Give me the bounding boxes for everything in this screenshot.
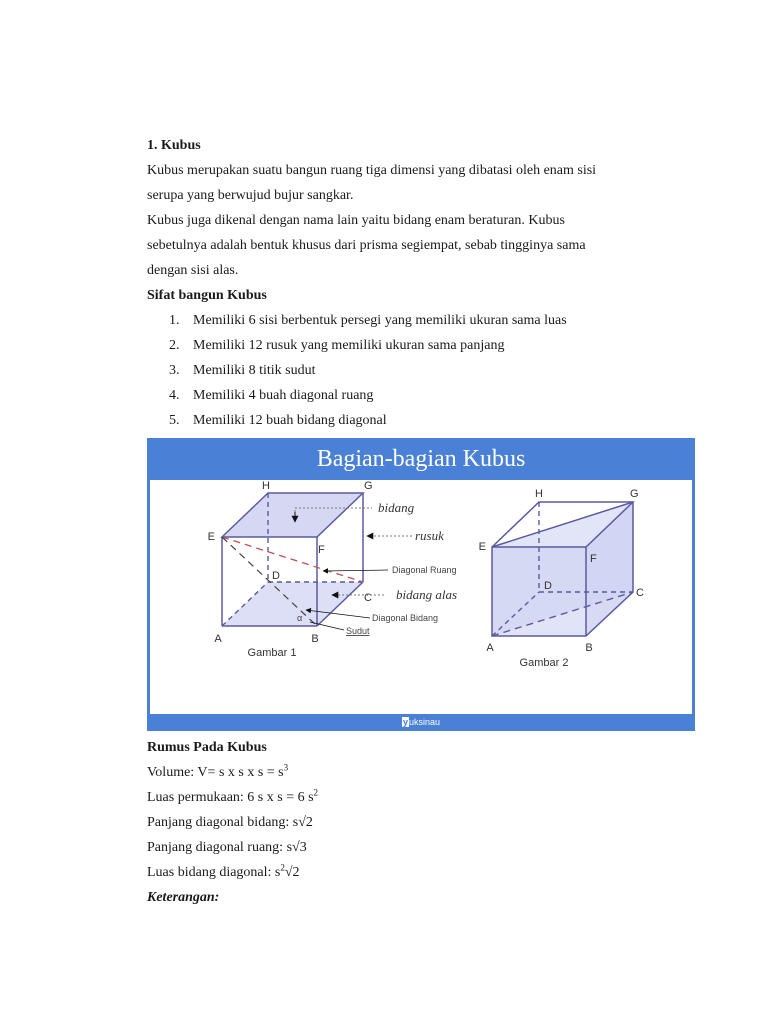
vertex-c: C [636,587,644,599]
label-bidang-alas: bidang alas [396,587,458,602]
list-text: Memiliki 8 titik sudut [193,363,316,378]
formulas-section [147,735,667,910]
list-number: 2. [169,338,180,353]
document-page [147,133,667,433]
formula-face-diagonal: Panjang diagonal bidang: s√2 [147,815,313,830]
section-heading: 1. Kubus [147,138,201,153]
figure-title: Bagian-bagian Kubus [316,446,526,472]
label-bidang: bidang [378,500,415,515]
properties-list [147,308,667,433]
vertex-g: G [630,488,639,500]
label-diagonal-bidang: Diagonal Bidang [372,613,439,623]
list-item [147,383,667,408]
formula-surface-area [147,785,667,810]
angle-alpha: α [297,613,303,623]
keterangan-heading: Keterangan: [147,890,220,905]
list-text: Memiliki 12 buah bidang diagonal [193,413,387,428]
list-number: 5. [169,413,180,428]
formula-exponent: 2 [280,862,285,873]
gambar2-caption: Gambar 2 [519,657,569,669]
paragraph-line: Kubus juga dikenal dengan nama lain yaitu bidang enam beraturan. Kubus [147,213,565,228]
vertex-b: B [311,633,319,645]
formula-text: Volume: V= s x s x s = s [147,765,284,780]
gambar1-cube [208,480,457,659]
formula-exponent: 2 [313,787,319,798]
list-item [147,408,667,433]
list-text: Memiliki 4 buah diagonal ruang [193,388,374,403]
formula-text: √2 [284,865,300,880]
figure-body [150,480,692,714]
gambar2-cube [479,488,644,669]
formula-exponent: 3 [283,762,289,773]
formulas-heading: Rumus Pada Kubus [147,740,267,755]
properties-heading: Sifat bangun Kubus [147,288,267,303]
formula-text: Luas bidang diagonal: s [147,865,281,880]
vertex-f: F [590,553,597,565]
cube-diagrams [150,480,692,714]
paragraph-line: serupa yang berwujud bujur sangkar. [147,188,354,203]
vertex-g: G [364,480,373,492]
vertex-b: B [585,642,593,654]
list-text: Memiliki 6 sisi berbentuk persegi yang memiliki ukuran sama luas [193,313,567,328]
paragraph-line: Kubus merupakan suatu bangun ruang tiga dimensi yang dibatasi oleh enam sisi [147,163,597,178]
label-rusuk: rusuk [415,528,444,543]
vertex-h: H [262,480,270,492]
formula-volume [147,760,667,785]
watermark-logo: y [402,717,408,727]
watermark-text: uksinau [408,717,441,727]
vertex-e: E [207,531,215,543]
cube-parts-figure [147,438,695,731]
list-number: 3. [169,363,180,378]
vertex-a: A [214,633,222,645]
gambar1-caption: Gambar 1 [247,647,297,659]
list-text: Memiliki 12 rusuk yang memiliki ukuran sama panjang [193,338,505,353]
label-diagonal-ruang: Diagonal Ruang [392,565,457,575]
figure-watermark [147,714,695,731]
formula-diagonal-plane [147,860,667,885]
paragraph-line: dengan sisi alas. [147,263,239,278]
vertex-d: D [272,570,280,582]
paragraph-line: sebetulnya adalah bentuk khusus dari prisma segiempat, sebab tingginya sama [147,238,586,253]
vertex-a: A [486,642,494,654]
list-number: 4. [169,388,180,403]
list-item [147,358,667,383]
formula-space-diagonal: Panjang diagonal ruang: s√3 [147,840,307,855]
vertex-h: H [535,488,543,500]
list-item [147,333,667,358]
vertex-e: E [478,541,486,553]
list-item [147,308,667,333]
label-sudut: Sudut [346,626,370,636]
vertex-c: C [364,592,372,604]
formula-text: Luas permukaan: 6 s x s = 6 s [147,790,314,805]
vertex-f: F [318,544,325,556]
vertex-d: D [544,580,552,592]
list-number: 1. [169,313,180,328]
